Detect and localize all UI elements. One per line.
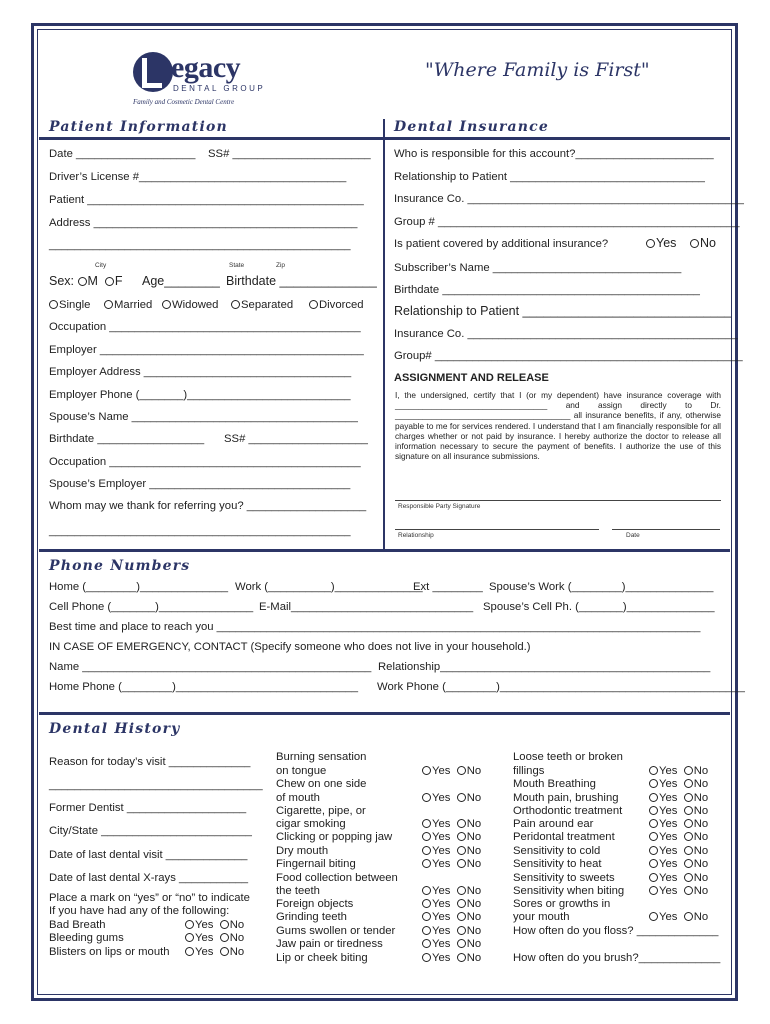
email-field[interactable]: E-Mail_____________________________ <box>259 601 474 613</box>
yes-no-group <box>422 858 481 871</box>
additional-yes[interactable] <box>646 237 676 250</box>
widowed-checkbox[interactable] <box>162 300 171 309</box>
separated-checkbox[interactable] <box>231 300 240 309</box>
yes-no-group <box>185 946 244 959</box>
yes-no-group <box>422 845 481 858</box>
responsible-field[interactable]: Who is responsible for this account?______________________ <box>394 148 714 160</box>
assignment-title: ASSIGNMENT AND RELEASE <box>394 372 549 384</box>
sex-label: Sex: <box>49 274 75 288</box>
relationship-line[interactable] <box>395 529 599 530</box>
emergency-name-field[interactable]: Name ______________________________________________ <box>49 661 372 673</box>
history-item-label: on tongue <box>276 765 327 777</box>
patient-name-field[interactable]: Patient ____________________________________________ <box>49 194 364 206</box>
no-checkbox[interactable] <box>457 766 466 775</box>
history-item-label: Fingernail biting <box>276 858 356 870</box>
yes-no-group <box>422 952 481 965</box>
history-item-label: Mouth Breathing <box>513 778 596 790</box>
yes-no-group <box>649 831 708 844</box>
left-item-label: Bleeding gums <box>49 932 124 944</box>
yes-label: Yes <box>432 831 451 843</box>
history-item-label: Foreign objects <box>276 898 354 910</box>
no-label: No <box>466 952 482 964</box>
yes-no-group <box>649 778 708 791</box>
logo-l-icon <box>133 52 173 92</box>
no-checkbox[interactable] <box>220 947 229 956</box>
additional-no[interactable] <box>690 237 716 250</box>
yes-checkbox[interactable] <box>422 926 431 935</box>
yes-checkbox[interactable] <box>649 912 658 921</box>
history-item-label: Sores or growths in <box>513 898 611 910</box>
no-checkbox[interactable] <box>684 779 693 788</box>
former-dentist-field[interactable]: Former Dentist ___________________ <box>49 802 247 814</box>
legacy-logo <box>133 52 273 110</box>
yes-label: Yes <box>432 818 451 830</box>
history-item-label: Lip or cheek biting <box>276 952 368 964</box>
sex-m-checkbox[interactable] <box>78 277 87 286</box>
yes-label: Yes <box>195 919 214 931</box>
yes-no-group <box>649 845 708 858</box>
yes-no-group <box>422 898 481 911</box>
referring-line-2[interactable]: ________________________________________________ <box>49 525 351 537</box>
additional-insurance-question: Is patient covered by additional insurance? <box>394 238 609 250</box>
yes-no-group <box>422 885 481 898</box>
no-label: No <box>466 765 482 777</box>
no-checkbox[interactable] <box>457 793 466 802</box>
emergency-relationship-field[interactable]: Relationship___________________________________________ <box>378 661 711 673</box>
history-item-label: How often do you floss? _____________ <box>513 925 719 937</box>
yes-checkbox[interactable] <box>422 939 431 948</box>
date-line[interactable] <box>612 529 720 530</box>
emergency-home-phone-field[interactable]: Home Phone (________)_____________________________ <box>49 681 359 693</box>
no-checkbox[interactable] <box>457 939 466 948</box>
no-checkbox[interactable] <box>684 806 693 815</box>
history-item-label: Jaw pain or tiredness <box>276 938 383 950</box>
no-checkbox[interactable] <box>457 846 466 855</box>
yes-no-group <box>422 818 481 831</box>
no-checkbox[interactable] <box>457 886 466 895</box>
no-label: No <box>693 845 709 857</box>
spouse-cell-field[interactable]: Spouse’s Cell Ph. (_______)______________ <box>483 601 715 613</box>
no-label: No <box>466 925 482 937</box>
history-item-label: Cigarette, pipe, or <box>276 805 366 817</box>
yes-label: Yes <box>659 872 678 884</box>
no-label: No <box>693 885 709 897</box>
history-item-label: Food collection between <box>276 872 398 884</box>
logo-name: egacy <box>171 51 241 84</box>
logo-subtitle: Family and Cosmetic Dental Centre <box>133 98 235 106</box>
yes-checkbox[interactable] <box>422 886 431 895</box>
spouse-birthdate-field[interactable]: Birthdate _________________ <box>49 433 205 445</box>
no-label: No <box>466 858 482 870</box>
history-item-label: Grinding teeth <box>276 911 347 923</box>
history-item-label: fillings <box>513 765 545 777</box>
no-label: No <box>466 885 482 897</box>
yes-checkbox[interactable] <box>422 766 431 775</box>
yes-checkbox[interactable] <box>649 859 658 868</box>
history-item-label: How often do you brush?_____________ <box>513 952 721 964</box>
yes-no-group <box>422 792 481 805</box>
no-label: No <box>466 898 482 910</box>
divorced-checkbox[interactable] <box>309 300 318 309</box>
insurance-co-field[interactable]: Insurance Co. ____________________________________________ <box>394 193 744 205</box>
work-phone-field[interactable]: Work (__________)______________ <box>235 581 423 593</box>
no-label: No <box>693 805 709 817</box>
section-phone-numbers: Phone Numbers <box>49 558 191 574</box>
instructions-line-2: If you have had any of the following: <box>49 905 230 917</box>
history-item-label: your mouth <box>513 911 570 923</box>
no-checkbox[interactable] <box>684 886 693 895</box>
yes-checkbox[interactable] <box>649 819 658 828</box>
history-item-label: of mouth <box>276 792 320 804</box>
no-label: No <box>466 938 482 950</box>
no-label: No <box>693 765 709 777</box>
no-label: No <box>466 911 482 923</box>
no-label: No <box>466 818 482 830</box>
cell-phone-field[interactable]: Cell Phone (_______)_______________ <box>49 601 254 613</box>
left-item-label: Blisters on lips or mouth <box>49 946 170 958</box>
marital-widowed[interactable] <box>162 299 218 312</box>
divider-vertical <box>383 119 385 550</box>
yes-label: Yes <box>432 885 451 897</box>
no-checkbox[interactable] <box>457 912 466 921</box>
widowed-label: Widowed <box>172 299 219 311</box>
marital-married[interactable] <box>104 299 152 312</box>
no-label: No <box>693 792 709 804</box>
signature-line[interactable] <box>395 500 721 501</box>
relationship-label: Relationship <box>398 532 434 539</box>
history-item-label: Clicking or popping jaw <box>276 831 393 843</box>
yes-label: Yes <box>659 792 678 804</box>
history-item-label: Chew on one side <box>276 778 367 790</box>
reason-line-2[interactable]: __________________________________ <box>49 779 263 791</box>
last-xrays-field[interactable]: Date of last dental X-rays ___________ <box>49 872 249 884</box>
sex-row <box>49 275 123 288</box>
city-state-field[interactable]: City/State ________________________ <box>49 825 252 837</box>
subscriber-name-field[interactable]: Subscriber’s Name ______________________________ <box>394 262 682 274</box>
employer-phone-field[interactable]: Employer Phone (_______)__________________________ <box>49 389 351 401</box>
sex-f-label: F <box>114 274 123 288</box>
marital-single[interactable] <box>49 299 90 312</box>
history-item-label: Orthodontic treatment <box>513 805 623 817</box>
history-item-label: Loose teeth or broken <box>513 751 623 763</box>
history-item-label: Peridontal treatment <box>513 831 615 843</box>
no-label: No <box>693 858 709 870</box>
no-checkbox[interactable] <box>684 832 693 841</box>
yes-no-group <box>185 919 244 932</box>
yes-label: Yes <box>432 858 451 870</box>
spouse-ss-field[interactable]: SS# ___________________ <box>224 433 368 445</box>
history-item-label: Gums swollen or tender <box>276 925 396 937</box>
insurance-co-2-field[interactable]: Insurance Co. ___________________________________________ <box>394 328 738 340</box>
yes-no-group <box>185 932 244 945</box>
divorced-label: Divorced <box>319 299 364 311</box>
relationship-field[interactable]: Relationship to Patient _______________________________ <box>394 171 705 183</box>
yes-checkbox[interactable] <box>422 793 431 802</box>
marital-divorced[interactable] <box>309 299 364 312</box>
yes-checkbox[interactable] <box>649 846 658 855</box>
yes-label: Yes <box>432 765 451 777</box>
yes-label: Yes <box>432 938 451 950</box>
referring-field[interactable]: Whom may we thank for referring you? ___________________ <box>49 500 367 512</box>
date-label: Date <box>626 532 640 539</box>
no-checkbox[interactable] <box>684 912 693 921</box>
no-label: No <box>693 911 709 923</box>
yes-label: Yes <box>432 898 451 910</box>
no-label: No <box>466 792 482 804</box>
yes-checkbox[interactable] <box>185 947 194 956</box>
group-field[interactable]: Group # ________________________________________________ <box>394 216 740 228</box>
no-label: No <box>229 919 245 931</box>
history-item-label: Mouth pain, brushing <box>513 792 619 804</box>
instructions-line-1: Place a mark on “yes” or “no” to indicate <box>49 892 250 904</box>
best-time-field[interactable]: Best time and place to reach you _____________________________________________________________________________ <box>49 621 701 633</box>
history-item-label: the teeth <box>276 885 320 897</box>
separated-label: Separated <box>241 299 294 311</box>
no-checkbox[interactable] <box>684 873 693 882</box>
yes-checkbox[interactable] <box>422 953 431 962</box>
yes-label: Yes <box>659 831 678 843</box>
no-checkbox[interactable] <box>457 926 466 935</box>
assignment-text: I, the undersigned, certify that I (or my dependent) have insurance coverage with _________________________________ and assign directly to Dr. ______________________________________ all insurance benefits, if any, otherwise payable to me for services rendered. I understand that I am financially responsible for all charges whether or not paid by insurance. I hereby authorize the doctor to release all information necessary to secure the payment of benefits. I authorize the use of this signature on all insurance submissions. <box>395 390 721 462</box>
yes-no-group <box>649 805 708 818</box>
yes-checkbox[interactable] <box>649 779 658 788</box>
ext-field[interactable]: Ext ________ <box>413 581 483 593</box>
yes-checkbox[interactable] <box>185 933 194 942</box>
history-item-label: cigar smoking <box>276 818 346 830</box>
single-checkbox[interactable] <box>49 300 58 309</box>
yes-checkbox[interactable] <box>649 886 658 895</box>
section-patient-information: Patient Information <box>49 119 228 135</box>
sex-f-checkbox[interactable] <box>105 277 114 286</box>
yes-checkbox[interactable] <box>422 899 431 908</box>
no-checkbox[interactable] <box>457 953 466 962</box>
home-phone-field[interactable]: Home (________)______________ <box>49 581 229 593</box>
yes-no-group <box>649 911 708 924</box>
yes-label: Yes <box>195 932 214 944</box>
no-checkbox[interactable] <box>457 859 466 868</box>
divider-history <box>39 712 730 715</box>
no-checkbox[interactable] <box>457 819 466 828</box>
sex-m-label: M <box>87 274 98 288</box>
yes-no-group <box>422 831 481 844</box>
drivers-license-field[interactable]: Driver’s License #_________________________________ <box>49 171 347 183</box>
yes-no-group <box>422 911 481 924</box>
yes-checkbox[interactable] <box>422 912 431 921</box>
history-item-label: Sensitivity to sweets <box>513 872 615 884</box>
no-checkbox[interactable] <box>220 933 229 942</box>
spouse-occupation-field[interactable]: Occupation ________________________________________ <box>49 456 361 468</box>
yes-label: Yes <box>432 952 451 964</box>
logo-group: DENTAL GROUP <box>173 84 266 93</box>
occupation-field[interactable]: Occupation ________________________________________ <box>49 321 361 333</box>
no-label: No <box>466 845 482 857</box>
yes-label: Yes <box>659 805 678 817</box>
additional-yes-label: Yes <box>656 236 677 250</box>
yes-label: Yes <box>659 818 678 830</box>
emergency-heading: IN CASE OF EMERGENCY, CONTACT (Specify someone who does not live in your household.) <box>49 641 531 653</box>
yes-checkbox[interactable] <box>422 859 431 868</box>
spouse-work-field[interactable]: Spouse’s Work (________)______________ <box>489 581 714 593</box>
no-label: No <box>693 818 709 830</box>
emergency-work-phone-field[interactable]: Work Phone (________)_______________________________________ <box>377 681 745 693</box>
yes-no-group <box>422 925 481 938</box>
relationship-2-field[interactable]: Relationship to Patient ______________________________ <box>394 304 732 318</box>
additional-no-label: No <box>700 236 716 250</box>
group-2-field[interactable]: Group# _________________________________________________ <box>394 350 743 362</box>
additional-yes-checkbox[interactable] <box>646 239 655 248</box>
yes-no-group <box>422 938 481 951</box>
yes-label: Yes <box>432 792 451 804</box>
yes-no-group <box>649 765 708 778</box>
history-item-label: Sensitivity to heat <box>513 858 602 870</box>
history-item-label: Dry mouth <box>276 845 329 857</box>
signature-label: Responsible Party Signature <box>398 503 481 510</box>
divider-phone <box>39 549 730 552</box>
yes-no-group <box>649 858 708 871</box>
reason-field[interactable]: Reason for today’s visit _____________ <box>49 756 251 768</box>
history-item-label: Pain around ear <box>513 818 594 830</box>
no-checkbox[interactable] <box>220 920 229 929</box>
state-label: State <box>229 262 245 269</box>
history-item-label: Burning sensation <box>276 751 367 763</box>
yes-label: Yes <box>659 765 678 777</box>
yes-no-group <box>422 765 481 778</box>
birthdate-field[interactable]: Birthdate ______________ <box>226 274 377 288</box>
employer-address-field[interactable]: Employer Address _________________________________ <box>49 366 352 378</box>
yes-label: Yes <box>659 845 678 857</box>
yes-checkbox[interactable] <box>185 920 194 929</box>
yes-label: Yes <box>195 946 214 958</box>
yes-no-group <box>649 885 708 898</box>
no-checkbox[interactable] <box>684 846 693 855</box>
yes-label: Yes <box>659 885 678 897</box>
age-field[interactable]: Age________ <box>142 274 220 288</box>
last-visit-field[interactable]: Date of last dental visit _____________ <box>49 849 248 861</box>
employer-field[interactable]: Employer __________________________________________ <box>49 344 364 356</box>
yes-label: Yes <box>659 858 678 870</box>
history-item-label: Sensitivity when biting <box>513 885 625 897</box>
address-line-2[interactable]: ________________________________________________ <box>49 239 351 251</box>
married-checkbox[interactable] <box>104 300 113 309</box>
no-checkbox[interactable] <box>684 766 693 775</box>
yes-label: Yes <box>432 925 451 937</box>
zip-label: Zip <box>276 262 286 269</box>
no-checkbox[interactable] <box>684 819 693 828</box>
address-field[interactable]: Address __________________________________________ <box>49 217 358 229</box>
no-label: No <box>229 946 245 958</box>
yes-label: Yes <box>432 845 451 857</box>
section-dental-history: Dental History <box>49 721 181 737</box>
yes-checkbox[interactable] <box>422 819 431 828</box>
left-item-label: Bad Breath <box>49 919 106 931</box>
yes-checkbox[interactable] <box>649 766 658 775</box>
marital-separated[interactable] <box>231 299 293 312</box>
no-label: No <box>466 831 482 843</box>
single-label: Single <box>59 299 91 311</box>
no-checkbox[interactable] <box>684 793 693 802</box>
subscriber-birthdate-field[interactable]: Birthdate _________________________________________ <box>394 284 700 296</box>
no-checkbox[interactable] <box>457 899 466 908</box>
yes-checkbox[interactable] <box>649 832 658 841</box>
spouse-name-field[interactable]: Spouse’s Name ____________________________________ <box>49 411 358 423</box>
yes-no-group <box>649 792 708 805</box>
yes-checkbox[interactable] <box>649 806 658 815</box>
yes-label: Yes <box>659 911 678 923</box>
no-label: No <box>693 872 709 884</box>
city-label: City <box>95 262 107 269</box>
no-checkbox[interactable] <box>684 859 693 868</box>
no-label: No <box>693 778 709 790</box>
married-label: Married <box>114 299 153 311</box>
no-label: No <box>229 932 245 944</box>
additional-no-checkbox[interactable] <box>690 239 699 248</box>
yes-checkbox[interactable] <box>649 793 658 802</box>
yes-no-group <box>649 818 708 831</box>
yes-label: Yes <box>659 778 678 790</box>
no-label: No <box>693 831 709 843</box>
yes-checkbox[interactable] <box>422 846 431 855</box>
yes-checkbox[interactable] <box>649 873 658 882</box>
yes-no-group <box>649 872 708 885</box>
history-item-label: Sensitivity to cold <box>513 845 601 857</box>
yes-checkbox[interactable] <box>422 832 431 841</box>
no-checkbox[interactable] <box>457 832 466 841</box>
ss-field[interactable]: SS# ______________________ <box>208 148 371 160</box>
yes-label: Yes <box>432 911 451 923</box>
slogan: "Where Family is First" <box>425 59 650 81</box>
section-dental-insurance: Dental Insurance <box>394 119 550 135</box>
date-field[interactable]: Date ___________________ <box>49 148 196 160</box>
spouse-employer-field[interactable]: Spouse’s Employer ________________________________ <box>49 478 351 490</box>
